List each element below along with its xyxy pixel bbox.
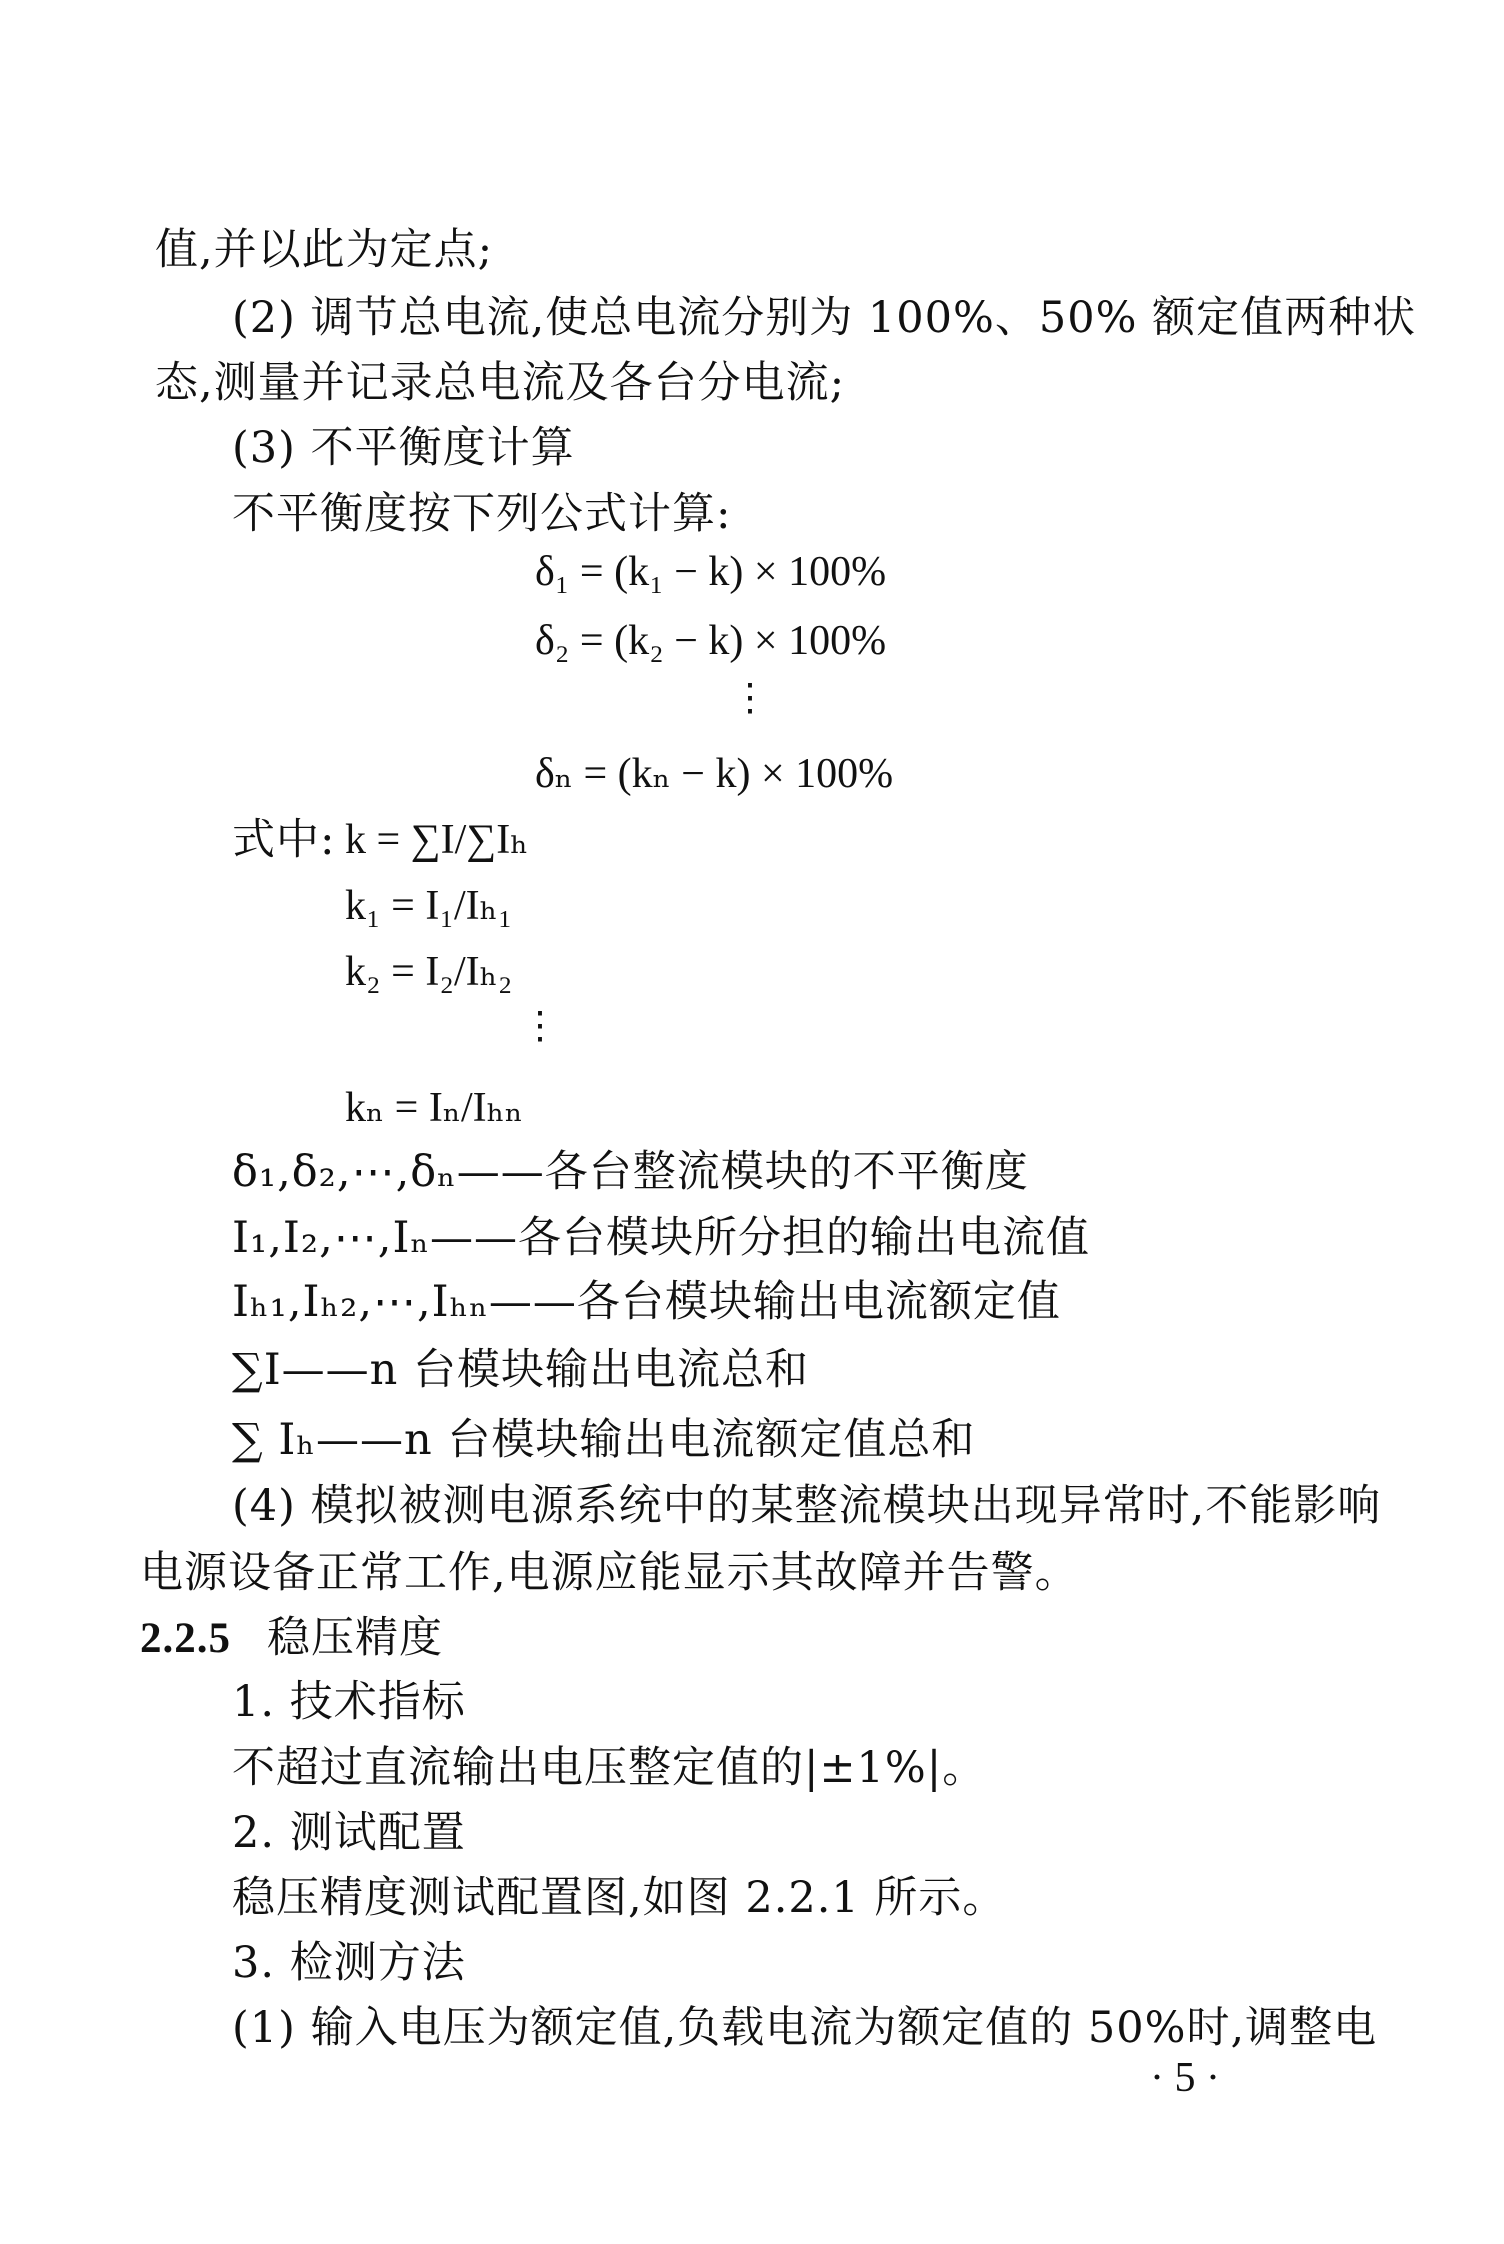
formula-kn: kₙ = Iₙ/Iₕₙ bbox=[345, 1085, 524, 1131]
text-line: 稳压精度测试配置图,如图 2.2.1 所示。 bbox=[232, 1873, 1007, 1923]
definition-line: δ₁,δ₂,⋯,δₙ——各台整流模块的不平衡度 bbox=[232, 1147, 1029, 1197]
section-title: 稳压精度 bbox=[267, 1613, 443, 1663]
text-line: (2) 调节总电流,使总电流分别为 100%、50% 额定值两种状 bbox=[232, 293, 1417, 343]
section-number: 2.2.5 bbox=[140, 1615, 231, 1662]
text-line: 不平衡度按下列公式计算: bbox=[232, 489, 732, 539]
vertical-ellipsis: ⋮ bbox=[521, 1003, 559, 1047]
text-line: 态,测量并记录总电流及各台分电流; bbox=[155, 358, 846, 408]
subheading: 2. 测试配置 bbox=[232, 1808, 466, 1858]
subheading: 1. 技术指标 bbox=[232, 1677, 466, 1727]
formula-delta-2: δ₂ = (k₂ − k) × 100% bbox=[535, 618, 887, 664]
vertical-ellipsis: ⋮ bbox=[731, 675, 769, 719]
definition-line: Iₕ₁,Iₕ₂,⋯,Iₕₙ——各台模块输出电流额定值 bbox=[232, 1277, 1061, 1327]
formula-delta-n: δₙ = (kₙ − k) × 100% bbox=[535, 751, 894, 797]
section-heading bbox=[140, 1610, 443, 1667]
text-line: 不超过直流输出电压整定值的|±1%|。 bbox=[232, 1743, 987, 1793]
text-line: 电源设备正常工作,电源应能显示其故障并告警。 bbox=[140, 1548, 1079, 1598]
formula-k1: k₁ = I₁/Iₕ₁ bbox=[345, 883, 513, 929]
page-number: · 5 · bbox=[1150, 2055, 1220, 2101]
definition-line: ∑ Iₕ——n 台模块输出电流额定值总和 bbox=[232, 1415, 976, 1465]
text-line: (3) 不平衡度计算 bbox=[232, 423, 575, 473]
where-label: 式中: bbox=[232, 815, 336, 865]
formula-k: k = ∑I/∑Iₕ bbox=[345, 817, 529, 863]
subheading: 3. 检测方法 bbox=[232, 1938, 466, 1988]
definition-line: I₁,I₂,⋯,Iₙ——各台模块所分担的输出电流值 bbox=[232, 1213, 1091, 1263]
text-line: (1) 输入电压为额定值,负载电流为额定值的 50%时,调整电 bbox=[232, 2003, 1378, 2053]
text-line: 值,并以此为定点; bbox=[155, 225, 494, 275]
definition-line: ∑I——n 台模块输出电流总和 bbox=[232, 1345, 810, 1395]
formula-delta-1: δ₁ = (k₁ − k) × 100% bbox=[535, 549, 887, 595]
text-line: (4) 模拟被测电源系统中的某整流模块出现异常时,不能影响 bbox=[232, 1481, 1382, 1531]
formula-k2: k₂ = I₂/Iₕ₂ bbox=[345, 949, 513, 995]
